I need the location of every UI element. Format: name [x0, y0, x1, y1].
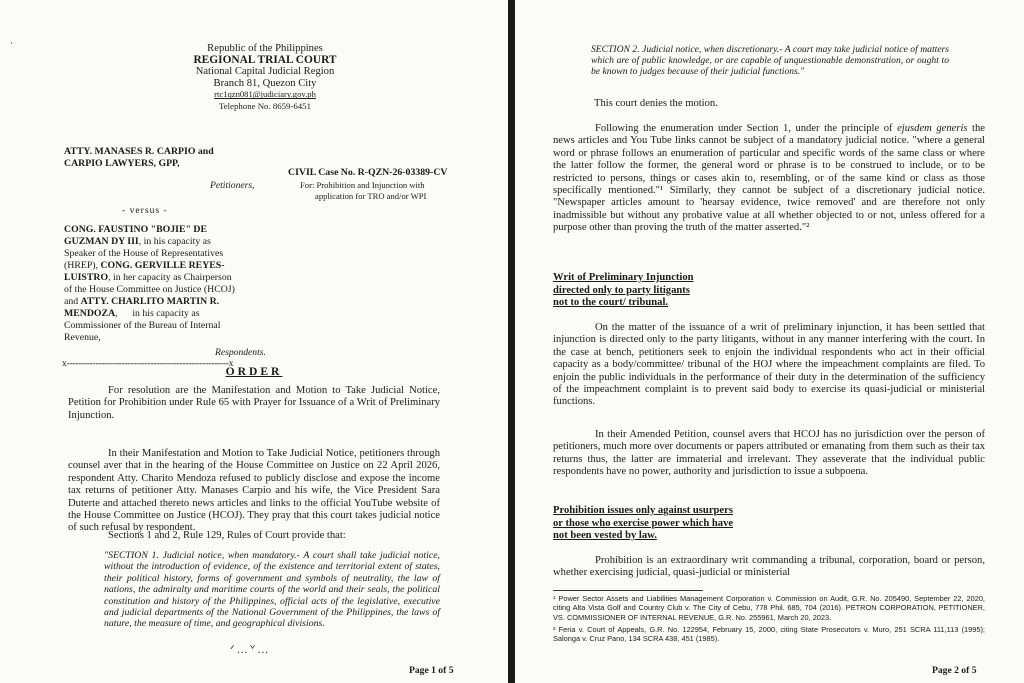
header-court: REGIONAL TRIAL COURT [193, 53, 337, 66]
order-paragraph: Sections 1 and 2, Rule 129, Rules of Court provide that: [108, 530, 346, 541]
order-title: ORDER [225, 365, 283, 378]
respondent-line: GUZMAN DY III, in his capacity as [64, 236, 211, 247]
heading-line: Prohibition issues only against usurpers [553, 505, 733, 516]
respondent-line: Speaker of the House of Representatives [64, 248, 224, 259]
scan-speck: · [10, 38, 13, 48]
order-paragraph: In their Amended Petition, counsel avers that HCOJ has no jurisdiction over the person of petitioners, much more over documents or papers attributed or emanating from them such as their tax returns thus, the latter are immaterial and irrelevant. They asseverate that the individual public respondents have no power, authority and jurisdiction to issue a subpoena. [553, 429, 985, 478]
case-nature [300, 180, 426, 201]
order-paragraph: Following the enumeration under Section 1, under the principle of ejusdem generis the news articles and You Tube links cannot be subject of a mandatory judicial notice. "where a general word or phrase follows an enumeration of particular and specific words of the same class or where the latter follow the former, the general word or phrase is to be construed to include, or to be restricted to persons, things or cases akin to, resembling, or of the same kind or class as those specifically mentioned."¹ Similarly, they cannot be subject of a discretionary judicial notice. "Newspaper articles amount to 'hearsay evidence, twice removed' and are therefore not only inadmissible but without any probative value at all whether objected to or not, unless offered for a purpose other than proving the truth of the matter asserted."² [553, 123, 985, 234]
respondent-line: CONG. FAUSTINO "BOJIE" DE [64, 224, 207, 235]
respondent-line: LUISTRO, in her capacity as Chairperson [64, 272, 232, 283]
footnote: ¹ Power Sector Assets and Liabilities Management Corporation v. Commission on Audit, G.R. No. 205490, September 22, 2020, citing Alta Vista Golf and Country Club v. The City of Cebu, 778 Phil. 685, 704 (2016). PETRON CORPORATION, PETITIONER, VS. COMMISSIONER OF INTERNAL REVENUE, G.R. No. 255961, March 20, 2023. [553, 594, 985, 622]
heading-line: not to the court/ tribunal. [553, 297, 669, 309]
respondent-line: of the House Committee on Justice (HCOJ) [64, 284, 235, 295]
header-branch: Branch 81, Quezon City [213, 77, 317, 89]
motion-ruling: This court denies the motion. [594, 98, 718, 109]
rule-quote-section1: "SECTION 1. Judicial notice, when mandatory.- A court shall take judicial notice, without the introduction of evidence, of the existence and territorial extent of states, their political history, forms of government and symbols of neutrality, the law of nations, the admiralty and maritime courts of the world and their seals, the political constitution and history of the Philippines, official acts of the legislative, executive and judicial departments of the National Government of the Philippines, the laws of nature, the measure of time, and geographical divisions. [104, 550, 440, 630]
order-paragraph: On the matter of the issuance of a writ of preliminary injunction, it has been settled that injunction is directed only to the party litigants, without in any manner interfering with the court. In the case at bench, petitioners seek to enjoin the individual respondents who act in their official capacity as a body/committee/ tribunal of the HOJ where the impeachment complaints are filed. To enjoin the public individuals in the performance of their duty in the determination of the sufficiency of the impeachment complaint is to prevent said body to exercise its quasi-judicial or ministerial functions. [553, 322, 985, 408]
heading-line: Writ of Preliminary Injunction [553, 272, 694, 283]
respondent-line: and ATTY. CHARLITO MARTIN R. [64, 296, 220, 307]
heading-line: or those who exercise power which have [553, 517, 734, 529]
heading-line: directed only to party litigants [553, 284, 690, 296]
order-paragraph: For resolution are the Manifestation and Motion to Take Judicial Notice, Petition for Prohibition under Rule 65 with Prayer for Issuance of a Writ of Preliminary Injunction. [68, 385, 440, 421]
respondent-line: Commissioner of the Bureau of Internal [64, 320, 221, 331]
petitioner-line: ATTY. MANASES R. CARPIO and [64, 146, 214, 157]
caption-divider: x--------------------------------------------------------x [62, 358, 234, 369]
document-page-2 [515, 0, 1024, 683]
petitioner-line: CARPIO LAWYERS, GPP, [64, 158, 180, 169]
respondents-label: Respondents. [215, 347, 266, 358]
rule-quote-section2: SECTION 2. Judicial notice, when discretionary.- A court may take judicial notice of matters which are of public knowledge, or are capable of unquestionable demonstration, or ought to be known to judges because of their judicial functions." [591, 44, 949, 78]
case-number: CIVIL Case No. R-QZN-26-03389-CV [288, 167, 448, 178]
respondent-line: MENDOZA, in his capacity as [64, 308, 200, 319]
petitioners-block [64, 146, 214, 170]
court-header [150, 43, 380, 113]
footnote: ² Feria v. Court of Appeals, G.R. No. 122954, February 15, 2000, citing State Prosecutors v. Muro, 251 SCRA 111,113 (1995); Salonga v. Cruz Pano, 134 SCRA 438, 451 (1985). [553, 625, 985, 644]
footnote-divider [553, 590, 703, 591]
document-page-1 [0, 0, 508, 683]
versus-label: - versus - [122, 205, 168, 216]
header-telephone: Telephone No. 8659-6451 [219, 100, 311, 111]
page-number: Page 2 of 5 [932, 665, 977, 676]
header-republic: Republic of the Philippines [207, 43, 323, 54]
case-nature-line: application for TRO and/or WPI [315, 190, 427, 201]
heading-line: not been vested by law. [553, 530, 657, 542]
case-nature-line: For: Prohibition and Injunction with [300, 180, 425, 190]
page-number: Page 1 of 5 [409, 665, 454, 676]
order-paragraph: In their Manifestation and Motion to Take Judicial Notice, petitioners through counsel aver that in the hearing of the House Committee on Justice on 22 April 2026, respondent Atty. Charito Mendoza refused to publicly disclose and expose the income tax returns of petitioner Atty. Manases Carpio and his wife, the Vice President Sara Duterte and attached thereto news articles and links to the official YouTube website of the House Committee on Justice (HCOJ). They pray that this court takes judicial notice of such refusal by respondent. [68, 448, 440, 534]
header-email: rtc1qzn081@judiciary.gov.ph [214, 89, 316, 100]
respondent-line: (HREP), CONG. GERVILLE REYES- [64, 260, 225, 271]
section-heading-injunction [553, 272, 694, 310]
section-heading-prohibition [553, 505, 733, 543]
header-region: National Capital Judicial Region [195, 66, 335, 78]
respondents-block [64, 224, 235, 344]
petitioners-label: Petitioners, [210, 180, 255, 191]
signature-mark: ᐟ…ᘁ… [230, 644, 271, 656]
order-paragraph: Prohibition is an extraordinary writ commanding a tribunal, corporation, board or person, whether exercising judicial, quasi-judicial or ministerial [553, 555, 985, 579]
respondent-line: Revenue, [64, 332, 101, 343]
